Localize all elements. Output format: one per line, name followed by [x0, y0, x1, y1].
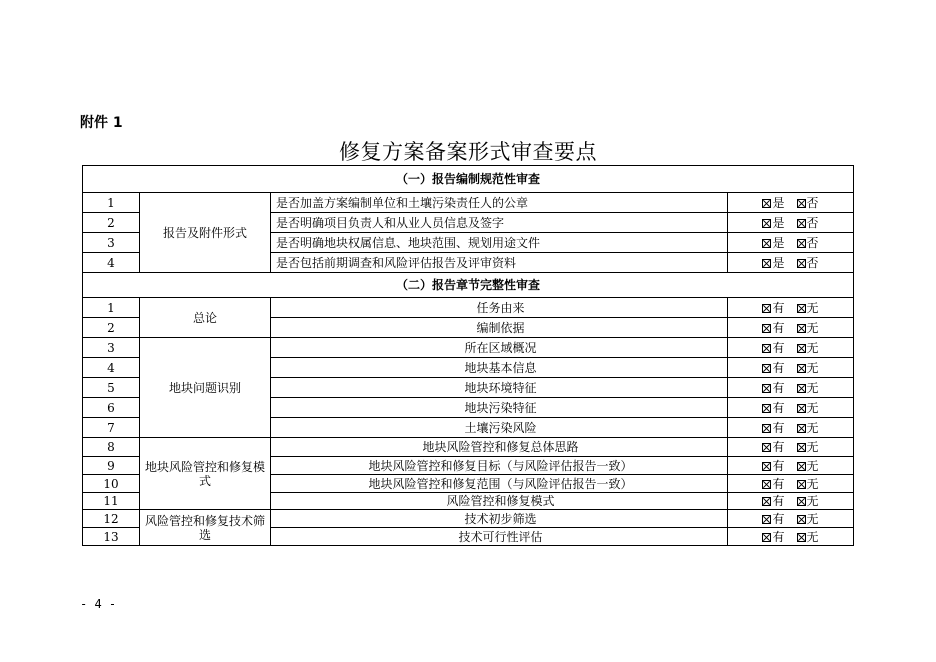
item-text: 地块风险管控和修复总体思路 — [271, 438, 728, 457]
option-label: 无 — [806, 400, 819, 415]
row-number: 10 — [83, 475, 140, 493]
option-label: 无 — [806, 458, 819, 473]
item-text: 地块风险管控和修复目标（与风险评估报告一致） — [271, 457, 728, 475]
option-label: 有 — [772, 320, 785, 335]
row-number: 8 — [83, 438, 140, 457]
item-text: 地块环境特征 — [271, 378, 728, 398]
item-text: 风险管控和修复模式 — [271, 493, 728, 510]
option-label: 无 — [806, 494, 819, 508]
option-cell — [728, 338, 854, 358]
checked-box-icon[interactable] — [762, 480, 771, 489]
checked-box-icon[interactable] — [762, 497, 771, 506]
option-label: 否 — [806, 215, 819, 230]
option-label: 是 — [772, 215, 785, 230]
document-title: 修复方案备案形式审查要点 — [339, 140, 597, 164]
item-text: 技术可行性评估 — [271, 528, 728, 546]
checked-box-icon[interactable] — [762, 424, 771, 433]
option-label: 有 — [772, 300, 785, 315]
option-label: 否 — [806, 255, 819, 270]
table-row — [83, 338, 854, 358]
row-number: 4 — [83, 253, 140, 273]
item-text: 技术初步筛选 — [271, 510, 728, 528]
option-cell — [728, 213, 854, 233]
row-number: 11 — [83, 493, 140, 510]
option-cell — [728, 193, 854, 213]
option-cell — [728, 358, 854, 378]
option-cell — [728, 318, 854, 338]
checked-box-icon[interactable] — [797, 462, 806, 471]
option-label: 有 — [772, 511, 785, 526]
option-label: 无 — [806, 529, 819, 544]
checked-box-icon[interactable] — [762, 384, 771, 393]
option-label: 有 — [772, 400, 785, 415]
option-label: 是 — [772, 255, 785, 270]
row-number: 2 — [83, 318, 140, 338]
category-cell: 地块风险管控和修复模式 — [140, 438, 271, 510]
row-number: 3 — [83, 233, 140, 253]
option-cell — [728, 298, 854, 318]
checked-box-icon[interactable] — [762, 219, 771, 228]
option-label: 否 — [806, 235, 819, 250]
checked-box-icon[interactable] — [762, 462, 771, 471]
option-cell — [728, 510, 854, 528]
table-row — [83, 510, 854, 528]
option-cell — [728, 475, 854, 493]
row-number: 4 — [83, 358, 140, 378]
table-row — [83, 298, 854, 318]
checked-box-icon[interactable] — [797, 515, 806, 524]
item-text: 是否明确项目负责人和从业人员信息及签字 — [271, 213, 728, 233]
attachment-label: 附件 1 — [80, 115, 123, 131]
option-label: 无 — [806, 420, 819, 435]
option-label: 无 — [806, 300, 819, 315]
checked-box-icon[interactable] — [762, 324, 771, 333]
option-label: 有 — [772, 476, 785, 491]
checked-box-icon[interactable] — [762, 533, 771, 542]
option-label: 无 — [806, 476, 819, 491]
table-row — [83, 438, 854, 457]
option-label: 有 — [772, 458, 785, 473]
option-label: 有 — [772, 360, 785, 375]
checked-box-icon[interactable] — [797, 304, 806, 313]
item-text: 地块风险管控和修复范围（与风险评估报告一致） — [271, 475, 728, 493]
row-number: 1 — [83, 193, 140, 213]
option-cell — [728, 438, 854, 457]
item-text: 任务由来 — [271, 298, 728, 318]
item-text: 所在区域概况 — [271, 338, 728, 358]
row-number: 9 — [83, 457, 140, 475]
option-cell — [728, 398, 854, 418]
item-text: 是否明确地块权属信息、地块范围、规划用途文件 — [271, 233, 728, 253]
checked-box-icon[interactable] — [797, 324, 806, 333]
option-cell — [728, 378, 854, 398]
category-cell: 地块问题识别 — [140, 338, 271, 438]
checked-box-icon[interactable] — [797, 424, 806, 433]
checked-box-icon[interactable] — [797, 497, 806, 506]
option-label: 无 — [806, 440, 819, 454]
option-label: 无 — [806, 380, 819, 395]
checked-box-icon[interactable] — [797, 364, 806, 373]
row-number: 13 — [83, 528, 140, 546]
review-checklist-table — [82, 165, 854, 546]
checked-box-icon[interactable] — [762, 344, 771, 353]
item-text: 地块污染特征 — [271, 398, 728, 418]
item-text: 是否包括前期调查和风险评估报告及评审资料 — [271, 253, 728, 273]
checked-box-icon[interactable] — [797, 533, 806, 542]
row-number: 6 — [83, 398, 140, 418]
checked-box-icon[interactable] — [797, 480, 806, 489]
checked-box-icon[interactable] — [762, 364, 771, 373]
option-label: 有 — [772, 494, 785, 508]
table-row — [83, 193, 854, 213]
row-number: 7 — [83, 418, 140, 438]
option-label: 否 — [806, 195, 819, 210]
option-label: 是 — [772, 195, 785, 210]
option-cell — [728, 528, 854, 546]
option-label: 无 — [806, 360, 819, 375]
option-label: 无 — [806, 340, 819, 355]
row-number: 12 — [83, 510, 140, 528]
category-cell: 报告及附件形式 — [140, 193, 271, 273]
checked-box-icon[interactable] — [797, 259, 806, 268]
option-cell — [728, 457, 854, 475]
checked-box-icon[interactable] — [762, 404, 771, 413]
option-label: 无 — [806, 511, 819, 526]
checked-box-icon[interactable] — [797, 384, 806, 393]
option-cell — [728, 233, 854, 253]
category-cell: 总论 — [140, 298, 271, 338]
option-label: 有 — [772, 420, 785, 435]
checked-box-icon[interactable] — [797, 219, 806, 228]
option-label: 有 — [772, 380, 785, 395]
option-label: 无 — [806, 320, 819, 335]
checked-box-icon[interactable] — [797, 404, 806, 413]
checked-box-icon[interactable] — [762, 239, 771, 248]
checked-box-icon[interactable] — [762, 515, 771, 524]
checked-box-icon[interactable] — [797, 443, 806, 452]
option-cell — [728, 253, 854, 273]
option-cell — [728, 418, 854, 438]
item-text: 是否加盖方案编制单位和土壤污染责任人的公章 — [271, 193, 728, 213]
checked-box-icon[interactable] — [762, 443, 771, 452]
option-label: 有 — [772, 340, 785, 355]
checked-box-icon[interactable] — [797, 344, 806, 353]
option-label: 是 — [772, 235, 785, 250]
item-text: 土壤污染风险 — [271, 418, 728, 438]
checked-box-icon[interactable] — [762, 259, 771, 268]
option-cell — [728, 493, 854, 510]
page-number: - 4 - — [80, 597, 117, 611]
item-text: 编制依据 — [271, 318, 728, 338]
option-label: 有 — [772, 440, 785, 454]
category-cell: 风险管控和修复技术筛选 — [140, 510, 271, 546]
row-number: 5 — [83, 378, 140, 398]
row-number: 3 — [83, 338, 140, 358]
checked-box-icon[interactable] — [797, 239, 806, 248]
section-heading-row — [83, 273, 854, 298]
row-number: 1 — [83, 298, 140, 318]
checked-box-icon[interactable] — [797, 199, 806, 208]
row-number: 2 — [83, 213, 140, 233]
section-heading: （二）报告章节完整性审查 — [83, 273, 854, 298]
option-label: 有 — [772, 529, 785, 544]
item-text: 地块基本信息 — [271, 358, 728, 378]
checked-box-icon[interactable] — [762, 199, 771, 208]
section-heading: （一）报告编制规范性审查 — [83, 166, 854, 193]
section-heading-row — [83, 166, 854, 193]
checked-box-icon[interactable] — [762, 304, 771, 313]
